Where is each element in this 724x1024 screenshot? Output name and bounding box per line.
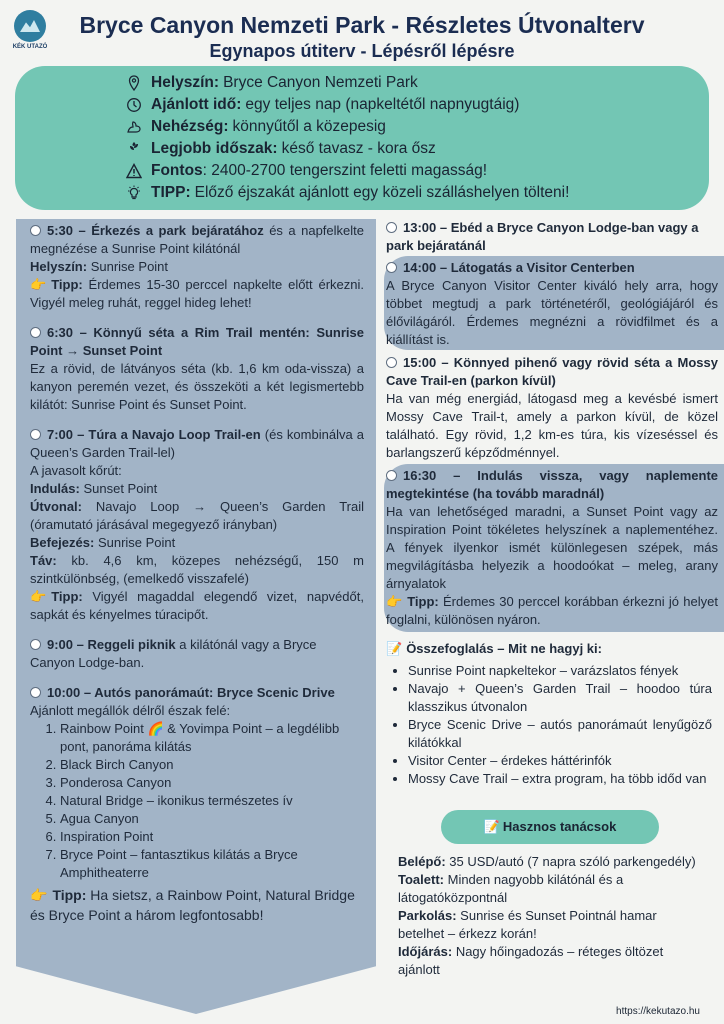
lightbulb-icon — [125, 184, 143, 202]
tip-item: Belépő: 35 USD/autó (7 napra szóló parkengedély) — [398, 854, 696, 869]
tip-item: Toalett: Minden nagyobb kilátónál és a látogatóközpontnál — [398, 872, 624, 905]
pointing-hand-icon: 👉 — [30, 887, 48, 903]
leaf-icon — [125, 140, 143, 158]
clock-icon — [30, 639, 41, 650]
memo-icon: 📝 — [483, 819, 500, 834]
list-item: 3. Ponderosa Canyon — [60, 774, 364, 792]
useful-tips-list — [398, 853, 698, 979]
step-1000: 10:00 – Autós panorámaút: Bryce Scenic Drive Ajánlott megállók délről észak felé: 1. Rainbow Point 🌈 & Yovimpa Point – a legdélibb pont, panoráma kilátás 2. Black Birch Canyon 3. Ponderosa Canyon 4. Natural Bridge – ikonikus természetes ív 5. Agua Canyon 6. Inspiration Point 7. Bryce Point – fantasztikus kilátás a Bryce Amphitheaterre 👉 Tipp: Ha sietsz, a Rainbow Point, Natural Bridge és Bryce Point a három legfontosabb! — [30, 684, 364, 925]
step-0630: 6:30 – Könnyű séta a Rim Trail mentén: Sunrise Point → Sunset Point Ez a rövid, de látványos séta (kb. 1,6 km oda-vissza) a kanyon peremén vezet, és összeköti a két legismertebb kilátót: Sunrise Point és Sunset Point. — [30, 325, 364, 412]
pointing-hand-icon: 👉 — [386, 594, 403, 609]
list-item: • Mossy Cave Trail – extra program, ha több időd van — [408, 770, 718, 788]
info-row-difficulty: Nehézség: könnyűtől a közepesig — [125, 116, 709, 138]
warning-icon — [125, 162, 143, 180]
logo-text: KÉK UTAZÓ — [12, 44, 48, 50]
left-itinerary-content — [30, 219, 364, 925]
useful-tips-badge: 📝 Hasznos tanácsok — [441, 810, 659, 844]
list-item: 7. Bryce Point – fantasztikus kilátás a Bryce Amphitheaterre — [60, 846, 364, 882]
list-item: • Visitor Center – érdekes háttérinfók — [408, 752, 718, 770]
clock-icon — [386, 357, 397, 368]
footer-url[interactable]: https://kekutazo.hu — [616, 1006, 700, 1017]
left-itinerary-panel — [16, 219, 376, 1014]
list-item: 2. Black Birch Canyon — [60, 756, 364, 774]
list-item: 6. Inspiration Point — [60, 828, 364, 846]
scenic-stops-list — [60, 720, 364, 882]
clock-icon — [30, 327, 41, 338]
step-1400: 14:00 – Látogatás a Visitor Centerben A Bryce Canyon Visitor Center kiváló hely arra, hogy többet megtudj a park történetéről, geológiájáról és élővilágáról. Érdemes megnézni a rövidfilmet és a kiállítást is. — [386, 260, 718, 347]
info-box — [15, 66, 709, 210]
memo-icon: 📝 — [386, 641, 403, 656]
clock-icon — [30, 687, 41, 698]
list-item: • Navajo + Queen’s Garden Trail – hoodoo túra klasszikus útvonalon — [408, 680, 718, 716]
page-subtitle: Egynapos útiterv - Lépésről lépésre — [209, 41, 515, 61]
location-pin-icon — [125, 74, 143, 92]
clock-icon — [386, 222, 397, 233]
clock-icon — [30, 429, 41, 440]
tip-item: Parkolás: Sunrise és Sunset Pointnál hamar betelhet – érkezz korán! — [398, 908, 657, 941]
list-item: 5. Agua Canyon — [60, 810, 364, 828]
pointing-hand-icon: 👉 — [30, 589, 47, 604]
list-item: • Sunrise Point napkeltekor – varázslatos fények — [408, 662, 718, 680]
page-title: Bryce Canyon Nemzeti Park - Részletes Útvonalterv — [79, 12, 645, 38]
clock-icon — [30, 225, 41, 236]
step-1300: 13:00 – Ebéd a Bryce Canyon Lodge-ban vagy a park bejáratánál — [386, 220, 699, 253]
summary-list — [408, 662, 718, 788]
flexed-arm-icon — [125, 118, 143, 136]
info-row-tip: TIPP: Előző éjszakát ajánlott egy közeli szálláshelyen tölteni! — [125, 182, 709, 204]
summary-section: 📝 Összefoglalás – Mit ne hagyj ki: • Sunrise Point napkeltekor – varázslatos fények • Navajo + Queen’s Garden Trail – hoodoo túra klasszikus útvonalon • Bryce Scenic Drive – autós panorámaút lenyűgöző kilátókkal • Visitor Center – érdekes háttérinfók • Mossy Cave Trail – extra program, ha több időd van — [384, 640, 718, 788]
info-row-season: Legjobb időszak: késő tavasz - kora ősz — [125, 138, 709, 160]
step-0530: 5:30 – Érkezés a park bejáratához és a napfelkelte megnézése a Sunrise Point kilátónál Helyszín: Sunrise Point 👉 Tipp: Érdemes 15-30 perccel napkelte előtt érkezni. Vigyél meleg ruhát, reggel hideg lehet! — [30, 223, 364, 310]
step-0700: 7:00 – Túra a Navajo Loop Trail-en (és kombinálva a Queen’s Garden Trail-lel) A javasolt kőrút: Indulás: Sunset Point Útvonal: Navajo Loop → Queen’s Garden Trail (óramutató járásával megegyező irányban) Befejezés: Sunrise Point Táv: kb. 4,6 km, közepes nehézségű, 150 m szintkülönbség, (emelkedő visszafelé) 👉 Tipp: Vigyél magaddal elegendő vizet, napvédőt, sapkát és kényelmes túracipőt. — [30, 427, 364, 622]
info-row-time: Ajánlott idő: egy teljes nap (napkeltétől napnyugtáig) — [125, 94, 709, 116]
clock-icon — [386, 470, 397, 481]
tip-item: Időjárás: Nagy hőingadozás – réteges öltözet ajánlott — [398, 944, 664, 977]
info-row-location: Helyszín: Bryce Canyon Nemzeti Park — [125, 72, 709, 94]
info-row-important: Fontos : 2400-2700 tengerszint feletti magasság! — [125, 160, 709, 182]
step-0900: 9:00 – Reggeli piknik a kilátónál vagy a Bryce Canyon Lodge-ban. — [30, 637, 317, 670]
step-1500: 15:00 – Könnyed pihenő vagy rövid séta a Mossy Cave Trail-en (parkon kívül) Ha van még energiád, látogasd meg a kevésbé ismert Mossy Cave Trail-t, amely a parkon kívül, de közel található. Egy rövid, 1,2 km-es túra, kis vízeséssel és barlangszerű képződménnyel. — [386, 355, 718, 460]
clock-icon — [125, 96, 143, 114]
step-1630: 16:30 – Indulás vissza, vagy naplemente megtekintése (ha tovább maradnál) Ha van lehetőséged maradni, a Sunset Point vagy az Inspiration Point tökéletes helyszínek a naplementéhez. A fények ilyenkor ismét különlegesen szépek, más megvilágításba helyezik a hoodoókat – meleg, arany árnyalatok 👉 Tipp: Érdemes 30 perccel korábban érkezni jó helyet foglalni, különösen nyáron. — [386, 468, 718, 627]
list-item: 4. Natural Bridge – ikonikus természetes ív — [60, 792, 364, 810]
pointing-hand-icon: 👉 — [30, 277, 47, 292]
list-item: • Bryce Scenic Drive – autós panorámaút lenyűgöző kilátókkal — [408, 716, 718, 752]
clock-icon — [386, 262, 397, 273]
list-item: 1. Rainbow Point 🌈 & Yovimpa Point – a legdélibb pont, panoráma kilátás — [60, 720, 364, 756]
